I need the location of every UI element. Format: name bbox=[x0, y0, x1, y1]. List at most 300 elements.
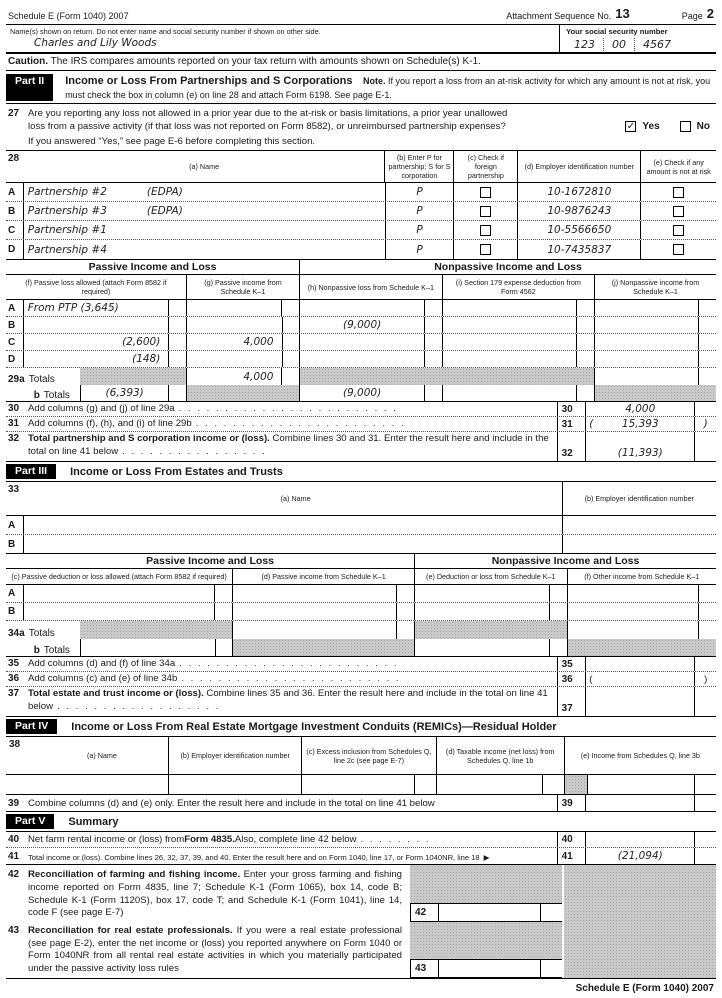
amount-field-40[interactable] bbox=[586, 832, 694, 847]
nonpassive-loss-field[interactable]: (9,000) bbox=[299, 317, 424, 333]
line-31 bbox=[6, 417, 716, 432]
form-id: Schedule E (Form 1040) 2007 bbox=[8, 11, 129, 21]
foreign-partnership-checkbox[interactable] bbox=[480, 206, 491, 217]
cents-cell[interactable] bbox=[549, 639, 567, 656]
cents-cell[interactable] bbox=[424, 334, 442, 350]
paren-close: ) bbox=[703, 418, 708, 431]
col-a-header: (a) Name bbox=[86, 751, 117, 761]
row-letter: B bbox=[6, 317, 24, 333]
ssn-part-2[interactable]: 00 bbox=[603, 38, 634, 51]
part2-income-loss-table bbox=[6, 260, 716, 402]
line-text: Add columns (c) and (e) of line 34b bbox=[28, 673, 178, 685]
nonpassive-loss-field[interactable] bbox=[299, 351, 424, 367]
amount-field-30[interactable]: 4,000 bbox=[625, 403, 656, 416]
ein-field[interactable]: 10-5566650 bbox=[517, 221, 640, 239]
amount-field-42[interactable] bbox=[439, 904, 540, 921]
part2-header bbox=[6, 71, 716, 104]
entity-type-field[interactable]: P bbox=[385, 202, 454, 220]
table-row-33a bbox=[6, 516, 716, 535]
dot-leader: . . . . . . . . . . . . . . . . . . . . . . . bbox=[195, 418, 406, 430]
entity-type-field[interactable]: P bbox=[385, 221, 454, 239]
footer bbox=[6, 979, 716, 998]
amount-value: 15,393 bbox=[621, 418, 659, 431]
ein-field[interactable]: 10-9876243 bbox=[517, 202, 640, 220]
not-at-risk-checkbox[interactable] bbox=[673, 244, 684, 255]
cents-cell[interactable] bbox=[281, 300, 299, 316]
row-letter: A bbox=[6, 585, 24, 602]
page-number: 2 bbox=[706, 6, 714, 21]
nonpassive-income-field[interactable] bbox=[594, 334, 698, 350]
row-letter: A bbox=[6, 516, 24, 534]
no-label: No bbox=[696, 121, 710, 133]
totals-other-income-field[interactable] bbox=[567, 621, 699, 639]
passive-deduction-field[interactable] bbox=[24, 585, 215, 602]
cents-cell[interactable] bbox=[576, 385, 594, 401]
line-39 bbox=[6, 795, 716, 812]
nonpassive-income-field[interactable] bbox=[594, 351, 698, 367]
totals-34b-row bbox=[6, 639, 716, 657]
cents-cell[interactable] bbox=[168, 300, 186, 316]
cents-cell[interactable] bbox=[694, 432, 716, 461]
shaded-cell bbox=[186, 385, 299, 401]
part3-header bbox=[6, 462, 716, 482]
cents-cell[interactable] bbox=[282, 334, 300, 350]
col-c-header: (c) Excess inclusion from Schedules Q, line 2c (see page E-7) bbox=[301, 737, 436, 774]
deduction-loss-field[interactable] bbox=[414, 603, 549, 620]
cents-cell[interactable] bbox=[576, 351, 594, 367]
col-c-header: (c) Check if foreign partnership bbox=[453, 151, 517, 182]
cents-cell[interactable] bbox=[694, 672, 716, 686]
yes-label: Yes bbox=[642, 121, 660, 133]
line27-number: 27 bbox=[8, 107, 20, 119]
passive-loss-field[interactable] bbox=[24, 317, 169, 333]
col-d-header: (d) Passive income from Schedule K–1 bbox=[232, 569, 414, 584]
cents-cell[interactable] bbox=[694, 657, 716, 671]
line-42 bbox=[6, 869, 408, 920]
cents-cell[interactable] bbox=[694, 848, 716, 864]
line-number: 35 bbox=[8, 658, 20, 670]
table-38-header bbox=[6, 737, 716, 775]
dot-leader: . . . . . . . . . . . . . . . . . . . . . . . . bbox=[181, 673, 401, 685]
cents-cell[interactable] bbox=[424, 317, 442, 333]
line27-hint: If you answered “Yes,” see page E-6 before completing this section. bbox=[28, 136, 316, 148]
sec179-field[interactable] bbox=[442, 334, 577, 350]
passive-income-field[interactable] bbox=[232, 585, 396, 602]
table-33-header bbox=[6, 482, 716, 516]
line-37 bbox=[6, 687, 716, 717]
part2-note-bold: Note. bbox=[362, 76, 386, 86]
line-text: Net farm rental income or (loss) from bbox=[28, 834, 185, 846]
line28-number: 28 bbox=[8, 153, 20, 165]
part5-title: Summary bbox=[68, 815, 119, 828]
line-box-number: 37 bbox=[557, 687, 587, 716]
line-32 bbox=[6, 432, 716, 462]
totals-nonpassive-income-field[interactable] bbox=[594, 368, 698, 385]
cents-cell[interactable] bbox=[168, 334, 186, 350]
part2-title: Income or Loss From Partnerships and S Corporations bbox=[65, 75, 353, 87]
line-box-number: 41 bbox=[557, 848, 587, 864]
row-letter: C bbox=[6, 221, 24, 239]
attachment-number: 13 bbox=[615, 6, 630, 21]
partnership-name-field[interactable]: Partnership #1 bbox=[27, 224, 107, 237]
passive-loss-field[interactable]: (2,600) bbox=[122, 336, 161, 349]
middle-shaded-column bbox=[410, 865, 562, 977]
totals-nonpassive-loss-field[interactable]: (9,000) bbox=[299, 385, 424, 401]
line-text-bold: Total partnership and S corporation income or (loss). bbox=[28, 433, 270, 445]
part2-note-text: If you report a loss from an at-risk activity for which any amount is not at risk, you must check the box in column (e) on line 28 and attach Form 6198. See page E-1. bbox=[65, 76, 711, 100]
shaded-cell bbox=[594, 385, 716, 401]
not-at-risk-checkbox[interactable] bbox=[673, 206, 684, 217]
caution-line bbox=[6, 54, 716, 71]
cents-cell[interactable] bbox=[282, 351, 300, 367]
name-ssn-row bbox=[6, 24, 716, 54]
not-at-risk-checkbox[interactable] bbox=[673, 225, 684, 236]
shaded-cell bbox=[564, 775, 588, 794]
line-text: Enter your gross farming and fishing income reported on Form 4835, line 7; Schedule K-1 (Form 1065), box 14, code B; Schedule K-1 (Form 1120S), box 17, code T; and Schedule K-1 (Form 1041), line 14, code F (see page E-7) bbox=[28, 869, 403, 919]
cents-cell[interactable] bbox=[576, 317, 594, 333]
cents-cell[interactable] bbox=[168, 385, 186, 401]
line29a-number: 29a bbox=[8, 374, 25, 386]
cents-cell[interactable] bbox=[698, 368, 716, 385]
line-text: Total income or (loss). Combine lines 26, 32, 37, 39, and 40. Enter the result here and on Form 1040, line 17, or Form 1040NR, line 18 bbox=[28, 853, 480, 863]
row-letter: B bbox=[6, 603, 24, 620]
excess-inclusion-field[interactable] bbox=[301, 775, 414, 794]
line-box-number: 39 bbox=[557, 795, 587, 811]
cents-cell[interactable] bbox=[424, 300, 442, 316]
passive-income-field[interactable] bbox=[186, 351, 281, 367]
cents-cell[interactable] bbox=[576, 334, 594, 350]
foreign-partnership-checkbox[interactable] bbox=[480, 187, 491, 198]
line34b-number: b bbox=[33, 645, 40, 657]
attachment-label: Attachment Sequence No. bbox=[506, 11, 612, 21]
cents-cell[interactable] bbox=[698, 603, 716, 620]
col-j-header: (j) Nonpassive income from Schedule K–1 bbox=[594, 275, 716, 299]
cents-cell[interactable] bbox=[694, 417, 716, 431]
cents-cell[interactable] bbox=[396, 585, 414, 602]
taxable-income-field[interactable] bbox=[436, 775, 542, 794]
partnership-name-field[interactable]: Partnership #4 bbox=[27, 243, 107, 256]
top-header bbox=[6, 4, 716, 24]
nonpassive-income-field[interactable] bbox=[594, 317, 698, 333]
line-number: 32 bbox=[8, 433, 20, 445]
nonpassive-group-header: Nonpassive Income and Loss bbox=[414, 554, 716, 568]
line-text: Add columns (d) and (f) of line 34a bbox=[28, 658, 176, 670]
cents-cell[interactable] bbox=[282, 317, 300, 333]
cents-cell[interactable] bbox=[694, 832, 716, 847]
part4-label: Part IV bbox=[6, 719, 57, 734]
cents-cell[interactable] bbox=[424, 385, 442, 401]
dot-leader: . . . . . . . . . . . . . . . . . . bbox=[57, 701, 221, 713]
totals-sec179-field[interactable] bbox=[442, 385, 577, 401]
cents-cell[interactable] bbox=[168, 351, 186, 367]
yes-checkbox[interactable]: ✓ bbox=[626, 121, 636, 133]
col-g-header: (g) Passive income from Schedule K–1 bbox=[186, 275, 299, 299]
pil-row-c bbox=[6, 334, 716, 351]
other-income-field[interactable] bbox=[567, 585, 699, 602]
sec179-field[interactable] bbox=[442, 300, 577, 316]
cents-cell[interactable] bbox=[214, 585, 232, 602]
line-text: If you were a real estate professional (see page E-2), enter the net income or (loss) you reported anywhere on Form 1040 or Form 1040NR from all rental real estate activities in which you materially participated under the passive activity loss rules bbox=[28, 925, 403, 975]
dot-leader: . . . . . . . . . . . . . . . . . . . . . . . . bbox=[179, 658, 399, 670]
pil3-row-b bbox=[6, 603, 716, 621]
no-checkbox[interactable] bbox=[680, 121, 691, 132]
line-box-number: 40 bbox=[557, 832, 587, 847]
partnership-name-field[interactable]: Partnership #2 bbox=[27, 186, 107, 199]
line-box-number: 36 bbox=[557, 672, 587, 686]
line-text-bold: Total estate and trust income or (loss). bbox=[28, 688, 204, 700]
estate-ein-field[interactable] bbox=[562, 535, 716, 553]
cents-cell[interactable] bbox=[698, 317, 716, 333]
line-43 bbox=[6, 925, 408, 976]
part3-col-headers bbox=[6, 569, 716, 585]
line-43-entry-row bbox=[410, 959, 562, 978]
paren-close: ) bbox=[704, 673, 708, 685]
col-b-header: (b) Enter P for partnership; S for S corporation bbox=[384, 151, 453, 182]
line29a-label: Totals bbox=[28, 374, 55, 386]
right-shaded-column bbox=[564, 865, 716, 977]
cents-cell[interactable] bbox=[698, 585, 716, 602]
row-letter: B bbox=[6, 202, 24, 220]
line-box-number: 35 bbox=[557, 657, 587, 671]
line38-number: 38 bbox=[9, 739, 21, 751]
cents-cell[interactable] bbox=[576, 300, 594, 316]
cents-cell[interactable] bbox=[549, 585, 567, 602]
part3-title: Income or Loss From Estates and Trusts bbox=[70, 465, 283, 478]
nonpassive-loss-field[interactable] bbox=[299, 334, 424, 350]
ein-field[interactable]: 10-1672810 bbox=[517, 183, 640, 201]
line-text-2: Also, complete line 42 below bbox=[234, 834, 357, 846]
line29b-label: Totals bbox=[43, 390, 70, 402]
cents-cell[interactable] bbox=[698, 300, 716, 316]
totals-passive-income-field[interactable]: 4,000 bbox=[186, 368, 282, 385]
amount-field-36[interactable] bbox=[586, 672, 694, 686]
line27-text-2: loss from a passive activity (if that loss was not reported on Form 8582), or unreimbursed partnership expenses? bbox=[28, 120, 506, 132]
reconciliation-section bbox=[6, 865, 716, 978]
passive-income-field[interactable] bbox=[186, 300, 281, 316]
line-text: Add columns (f), (h), and (i) of line 29b bbox=[28, 418, 192, 430]
amount-field-37[interactable] bbox=[586, 687, 694, 716]
sec179-field[interactable] bbox=[442, 351, 577, 367]
totals-passive-deduction-field[interactable] bbox=[80, 639, 215, 656]
cents-cell[interactable] bbox=[698, 334, 716, 350]
name-label: Name(s) shown on return. Do not enter name and social security number if shown on other side. bbox=[10, 27, 321, 36]
amount-field-35[interactable] bbox=[586, 657, 694, 671]
pil-row-d bbox=[6, 351, 716, 368]
line-number: 42 bbox=[8, 869, 20, 881]
part4-header bbox=[6, 717, 716, 737]
cents-cell[interactable] bbox=[694, 687, 716, 716]
line-42-entry-row bbox=[410, 903, 562, 922]
ssn-part-1[interactable]: 123 bbox=[574, 38, 595, 51]
caution-text: The IRS compares amounts reported on your tax return with amounts shown on Schedule(s) K-1. bbox=[48, 56, 481, 67]
cents-cell[interactable] bbox=[694, 402, 716, 416]
footer-form-id: Schedule E (Form 1040) 2007 bbox=[575, 982, 714, 994]
line-41 bbox=[6, 848, 716, 865]
part4-title: Income or Loss From Real Estate Mortgage Investment Conduits (REMICs)—Residual Holder bbox=[71, 720, 557, 733]
arrow-icon: ▶ bbox=[483, 853, 490, 863]
passive-income-field[interactable]: 4,000 bbox=[186, 334, 281, 350]
totals-29a-row bbox=[6, 368, 716, 385]
totals-passive-income-field[interactable] bbox=[232, 621, 396, 639]
pil3-row-a bbox=[6, 585, 716, 603]
cents-cell[interactable] bbox=[396, 621, 414, 639]
remic-ein-field[interactable] bbox=[168, 775, 301, 794]
row-letter: A bbox=[6, 183, 24, 201]
line-text-bold: Reconciliation for real estate professionals. bbox=[28, 925, 233, 937]
sec179-field[interactable] bbox=[442, 317, 577, 333]
not-at-risk-checkbox[interactable] bbox=[673, 187, 684, 198]
cents-cell[interactable] bbox=[540, 904, 562, 921]
ssn-field[interactable] bbox=[566, 38, 712, 51]
cents-cell[interactable] bbox=[698, 621, 716, 639]
cents-cell[interactable] bbox=[698, 351, 716, 367]
income-schedules-q-field[interactable] bbox=[587, 775, 694, 794]
question-27 bbox=[6, 104, 716, 151]
line-box-number: 42 bbox=[411, 904, 439, 921]
cents-cell[interactable] bbox=[168, 317, 186, 333]
entity-type-field[interactable]: P bbox=[385, 183, 454, 201]
row-letter: D bbox=[6, 240, 24, 259]
line-number: 39 bbox=[8, 798, 20, 810]
line-number: 30 bbox=[8, 403, 20, 415]
part2-label: Part II bbox=[6, 74, 53, 101]
table-row-33b bbox=[6, 535, 716, 554]
line33-number: 33 bbox=[8, 484, 20, 496]
line-number: 37 bbox=[8, 688, 20, 700]
line29b-number: b bbox=[33, 390, 40, 402]
line-box-number: 43 bbox=[411, 960, 439, 977]
shaded-cell bbox=[567, 639, 716, 656]
passive-loss-field[interactable]: From PTP (3,645) bbox=[27, 302, 119, 315]
row-letter: C bbox=[6, 334, 24, 350]
cents-cell[interactable] bbox=[396, 603, 414, 620]
line-text-bold: Form 4835. bbox=[184, 834, 235, 846]
col-e-header: (e) Deduction or loss from Schedule K–1 bbox=[414, 569, 566, 584]
part3-label: Part III bbox=[6, 464, 56, 479]
line-box-number: 32 bbox=[557, 432, 587, 461]
col-c-header: (c) Passive deduction or loss allowed (attach Form 8582 if required) bbox=[11, 572, 227, 582]
remic-name-field[interactable] bbox=[6, 775, 168, 794]
other-income-field[interactable] bbox=[567, 603, 699, 620]
shaded-cell bbox=[299, 368, 594, 385]
line-36 bbox=[6, 672, 716, 687]
line-number: 31 bbox=[8, 418, 20, 430]
partnership-name-suffix: (EDPA) bbox=[146, 186, 183, 199]
amount-field-32[interactable]: (11,393) bbox=[617, 447, 663, 460]
cents-cell[interactable] bbox=[214, 603, 232, 620]
passive-loss-field[interactable]: (148) bbox=[132, 353, 161, 366]
line-number: 41 bbox=[8, 851, 20, 863]
nonpassive-income-field[interactable] bbox=[594, 300, 698, 316]
line-text: Combine lines 30 and 31. Enter the result here and include in the total on line 41 below bbox=[28, 433, 549, 458]
totals-29b-row bbox=[6, 385, 716, 402]
line-box-number: 30 bbox=[557, 402, 587, 416]
partnership-name-suffix: (EDPA) bbox=[146, 205, 183, 218]
line-text: Combine lines 35 and 36. Enter the result here and include in the total on line 41 below bbox=[28, 688, 548, 713]
nonpassive-group-header: Nonpassive Income and Loss bbox=[299, 260, 716, 274]
col-f-header: (f) Passive loss allowed (attach Form 8582 if required) bbox=[25, 278, 167, 297]
col-a-header: (a) Name bbox=[280, 494, 311, 504]
shaded-cell bbox=[232, 639, 414, 656]
partnership-name-field[interactable]: Partnership #3 bbox=[27, 205, 107, 218]
line34b-label: Totals bbox=[43, 645, 70, 657]
entity-type-field[interactable]: P bbox=[385, 240, 454, 259]
part3-group-headers bbox=[6, 554, 716, 569]
col-f-header: (f) Other income from Schedule K–1 bbox=[567, 569, 717, 584]
totals-34a-row bbox=[6, 621, 716, 639]
ssn-part-3[interactable]: 4567 bbox=[634, 38, 679, 51]
passive-group-header: Passive Income and Loss bbox=[146, 555, 274, 568]
ssn-box bbox=[559, 25, 716, 52]
shaded-cell bbox=[80, 368, 186, 385]
dot-leader: . . . . . . . . . . . . . . . . . . . . . . . . bbox=[178, 403, 398, 415]
cents-cell[interactable] bbox=[215, 639, 233, 656]
line-number: 43 bbox=[8, 925, 20, 937]
amount-field-43[interactable] bbox=[439, 960, 540, 977]
cents-cell[interactable] bbox=[424, 351, 442, 367]
shaded-cell bbox=[414, 621, 566, 639]
estate-ein-field[interactable] bbox=[562, 516, 716, 534]
ein-field[interactable]: 10-7435837 bbox=[517, 240, 640, 259]
passive-group-header: Passive Income and Loss bbox=[88, 261, 217, 274]
table-row-28b bbox=[6, 202, 716, 221]
passive-income-field[interactable] bbox=[232, 603, 396, 620]
line-text: Combine columns (d) and (e) only. Enter the result here and include in the total on line 41 below bbox=[28, 798, 435, 810]
cents-cell[interactable] bbox=[694, 775, 716, 794]
nonpassive-loss-field[interactable] bbox=[299, 300, 424, 316]
table-row-28c bbox=[6, 221, 716, 240]
paren-open: ( bbox=[589, 673, 593, 685]
col-a-header: (a) Name bbox=[189, 162, 220, 172]
amount-field-41[interactable]: (21,094) bbox=[617, 850, 663, 863]
passive-income-field[interactable] bbox=[186, 317, 281, 333]
table-row-38 bbox=[6, 775, 716, 795]
taxpayer-name-field[interactable]: Charles and Lily Woods bbox=[34, 37, 157, 49]
row-letter: B bbox=[6, 535, 24, 553]
table-row-28a bbox=[6, 183, 716, 202]
pil-row-a bbox=[6, 300, 716, 317]
line-text: Add columns (g) and (j) of line 29a bbox=[28, 403, 175, 415]
line34a-number: 34a bbox=[8, 628, 25, 640]
line-text-bold: Reconciliation of farming and fishing income. bbox=[28, 869, 241, 881]
foreign-partnership-checkbox[interactable] bbox=[480, 225, 491, 236]
amount-field-31[interactable] bbox=[586, 417, 694, 431]
line-number: 40 bbox=[8, 834, 20, 846]
page-label: Page bbox=[681, 11, 703, 21]
amount-field-39[interactable] bbox=[586, 795, 694, 811]
paren-open: ( bbox=[589, 418, 594, 431]
cents-cell[interactable] bbox=[542, 775, 564, 794]
cents-cell[interactable] bbox=[281, 368, 299, 385]
cents-cell[interactable] bbox=[549, 603, 567, 620]
cents-cell[interactable] bbox=[414, 775, 436, 794]
cents-cell[interactable] bbox=[540, 960, 562, 977]
passive-deduction-field[interactable] bbox=[24, 603, 215, 620]
ssn-label: Your social security number bbox=[566, 27, 668, 36]
deduction-loss-field[interactable] bbox=[414, 585, 549, 602]
totals-passive-loss-field[interactable]: (6,393) bbox=[80, 385, 168, 401]
dot-leader: . . . . . . . . . . . . . . . . bbox=[122, 446, 267, 458]
totals-deduction-loss-field[interactable] bbox=[414, 639, 549, 656]
col-h-header: (h) Nonpassive loss from Schedule K–1 bbox=[299, 275, 442, 299]
caution-bold: Caution. bbox=[8, 56, 48, 67]
line-number: 36 bbox=[8, 673, 20, 685]
line34a-label: Totals bbox=[28, 628, 55, 640]
cents-cell[interactable] bbox=[694, 795, 716, 811]
line-35 bbox=[6, 657, 716, 672]
part5-label: Part V bbox=[6, 814, 54, 829]
foreign-partnership-checkbox[interactable] bbox=[480, 244, 491, 255]
